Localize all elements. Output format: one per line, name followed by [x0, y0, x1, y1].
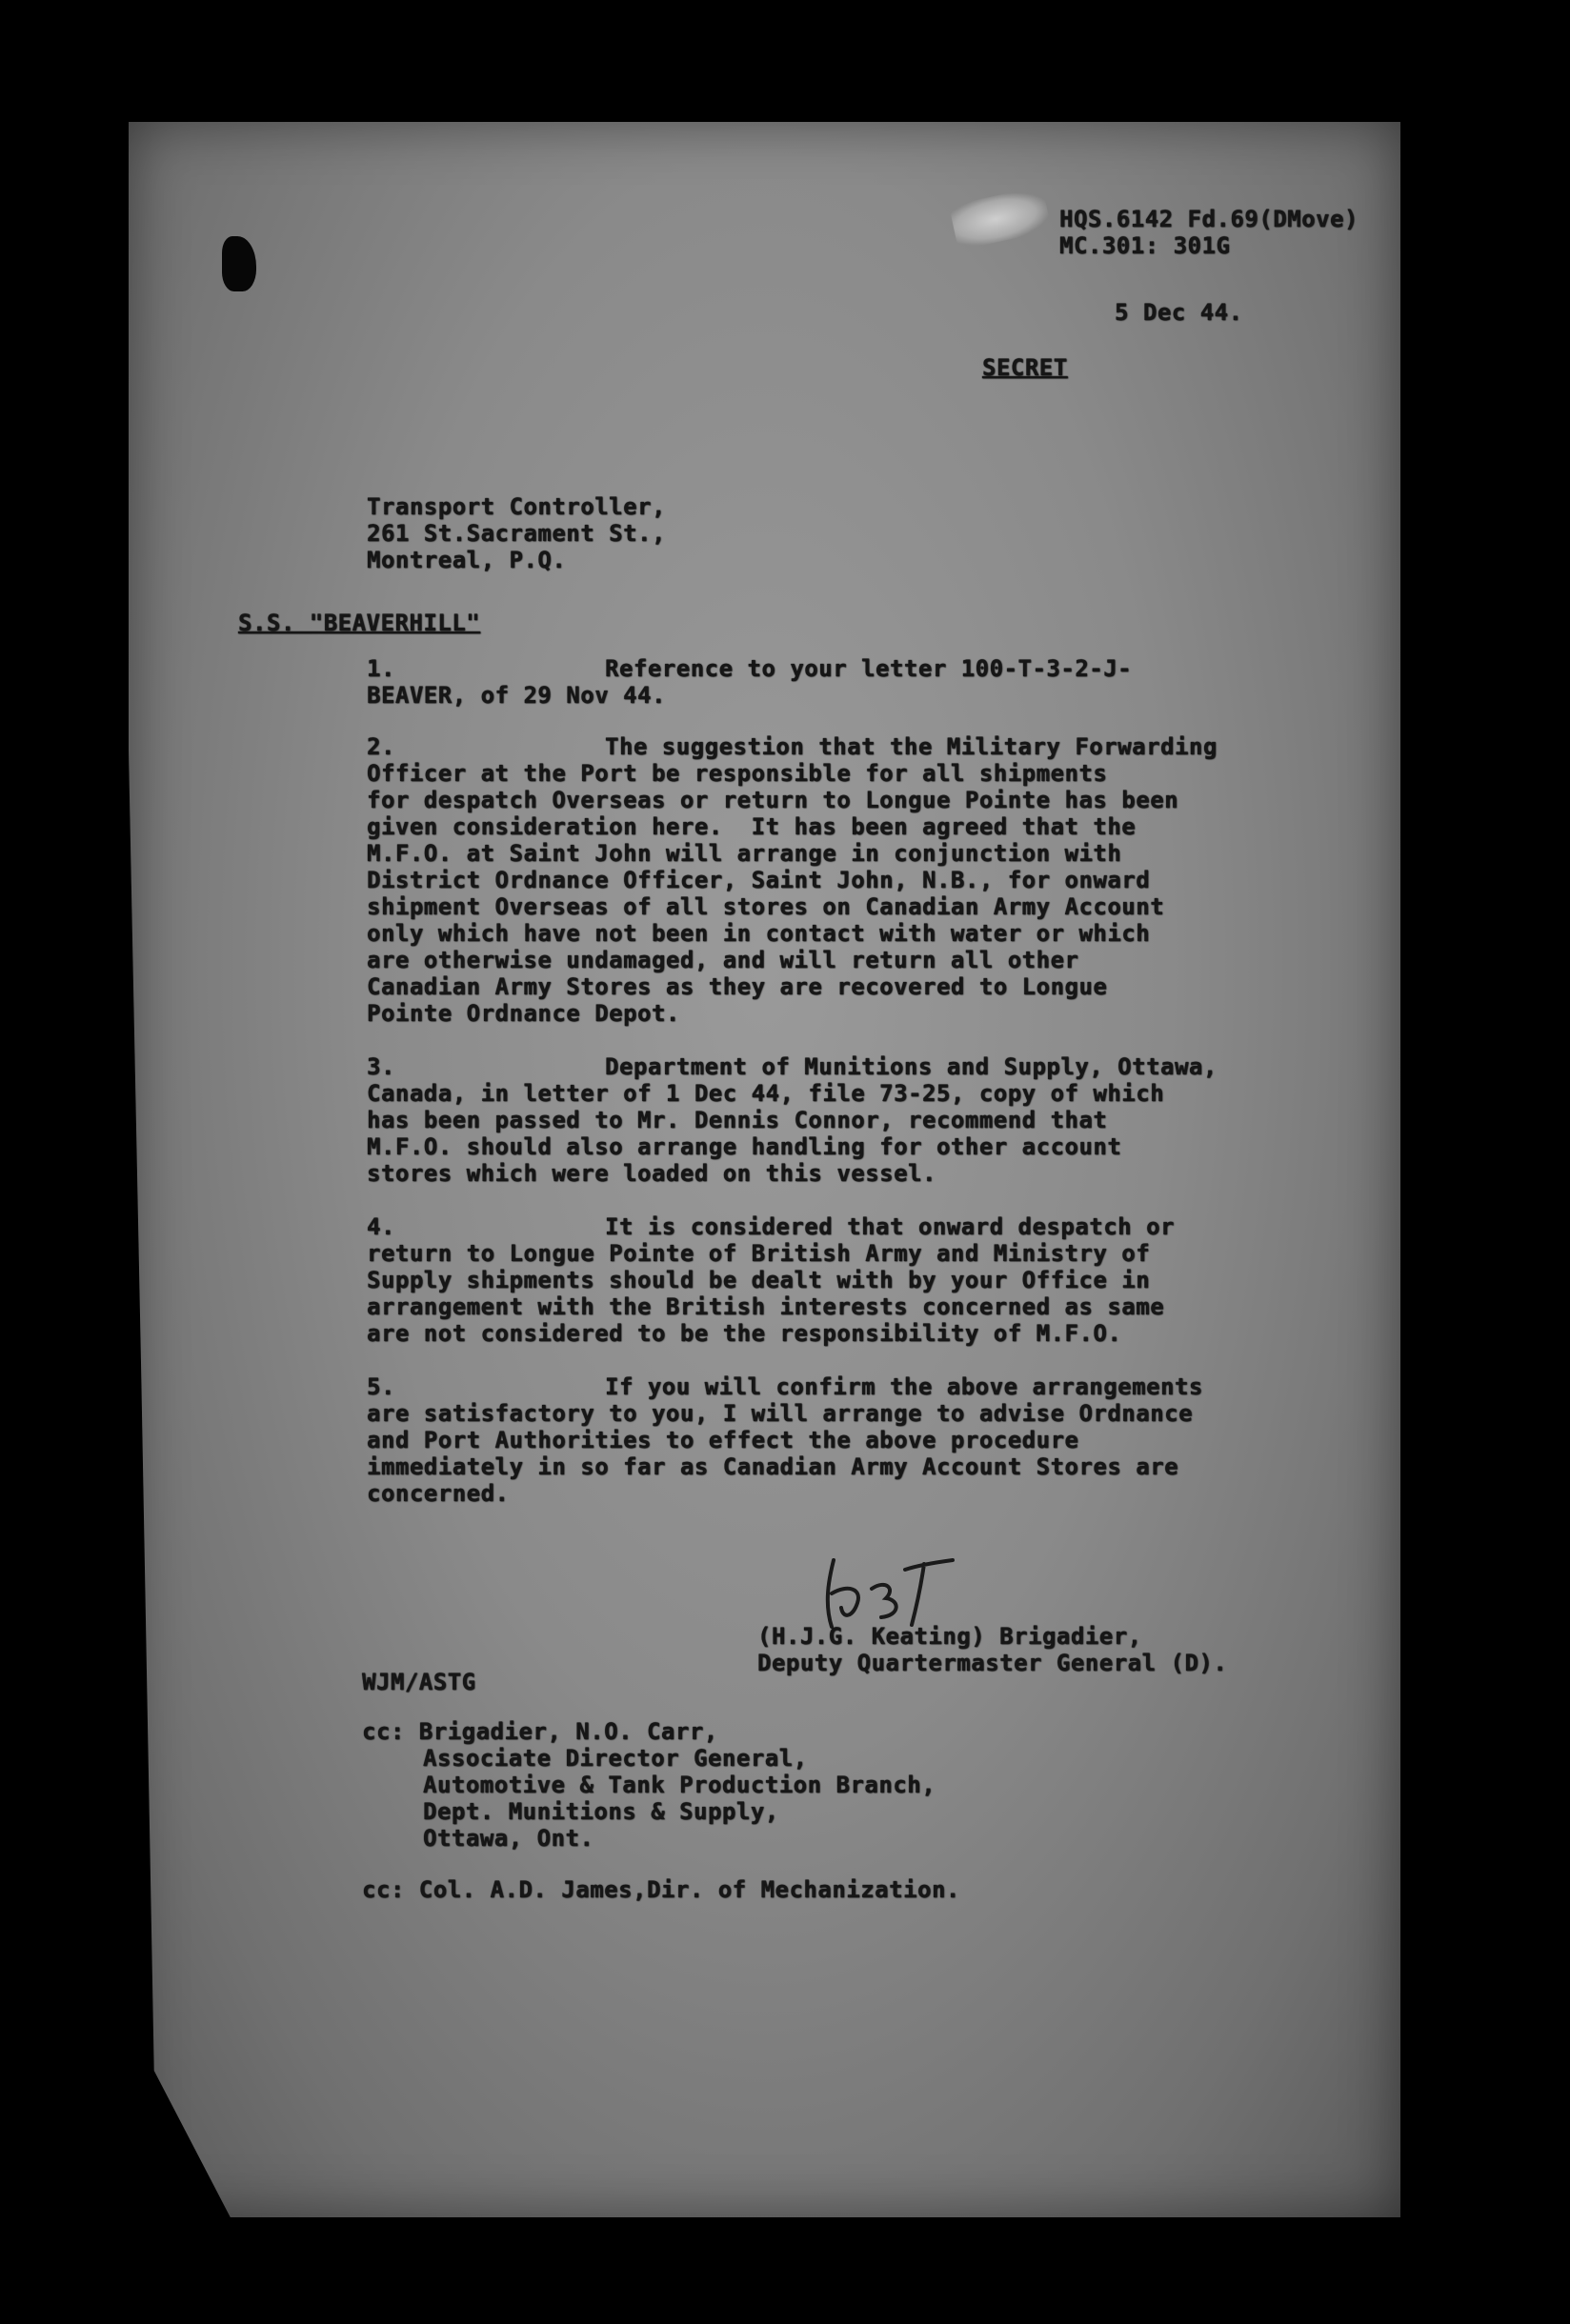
letter-date: 5 Dec 44. [1115, 299, 1243, 326]
cc-line: Dept. Munitions & Supply, [423, 1798, 779, 1825]
cc-line: Automotive & Tank Production Branch, [423, 1772, 936, 1798]
signatory-title: Deputy Quartermaster General (D). [757, 1650, 1228, 1676]
paragraph-number: 1. [367, 655, 395, 682]
paragraph-line: are otherwise undamaged, and will return all other [367, 947, 1079, 973]
paragraph-line: given consideration here. It has been agreed that the [367, 813, 1137, 840]
paragraph-line: Supply shipments should be dealt with by your Office in [367, 1267, 1151, 1293]
signatory-name: (H.J.G. Keating) Brigadier, [757, 1623, 1142, 1650]
paragraph-line: arrangement with the British interests concerned as same [367, 1293, 1165, 1320]
paragraph-number: 4. [367, 1213, 395, 1240]
paragraph-number: 2. [367, 733, 395, 760]
subject-line: S.S. "BEAVERHILL" [238, 610, 481, 636]
paragraph-line: only which have not been in contact with water or which [367, 920, 1151, 947]
paragraph-line: Pointe Ordnance Depot. [367, 1000, 680, 1027]
classification-marking: SECRET [982, 354, 1068, 381]
addressee-line: Montreal, P.Q. [367, 547, 567, 573]
paragraph-line: are not considered to be the responsibility of M.F.O. [367, 1320, 1122, 1347]
paragraph-line: District Ordnance Officer, Saint John, N.B., for onward [367, 867, 1151, 893]
paragraph-number: 3. [367, 1053, 395, 1080]
paragraph-line: return to Longue Pointe of British Army and Ministry of [367, 1240, 1151, 1267]
paragraph-first-line: If you will confirm the above arrangements [605, 1373, 1203, 1400]
file-reference-2: MC.301: 301G [1059, 232, 1231, 259]
paragraph-number: 5. [367, 1373, 395, 1400]
paragraph-line: Officer at the Port be responsible for all shipments [367, 760, 1108, 787]
cc-line: cc: Brigadier, N.O. Carr, [362, 1718, 718, 1745]
paragraph-first-line: Reference to your letter 100-T-3-2-J- [605, 655, 1133, 682]
paragraph-first-line: Department of Munitions and Supply, Ottawa, [605, 1053, 1218, 1080]
paragraph-line: Canada, in letter of 1 Dec 44, file 73-25, copy of which [367, 1080, 1165, 1107]
paragraph-first-line: It is considered that onward despatch or [605, 1213, 1175, 1240]
paragraph-line: has been passed to Mr. Dennis Connor, recommend that [367, 1107, 1108, 1133]
paragraph-line: M.F.O. should also arrange handling for other account [367, 1133, 1122, 1160]
paragraph-line: and Port Authorities to effect the above procedure [367, 1427, 1079, 1453]
paragraph-line: shipment Overseas of all stores on Canadian Army Account [367, 893, 1165, 920]
cc-line: Associate Director General, [423, 1745, 808, 1772]
paragraph-line: Canadian Army Stores as they are recovered to Longue [367, 973, 1108, 1000]
file-reference-1: HQS.6142 Fd.69(DMove) [1059, 206, 1359, 232]
addressee-line: Transport Controller, [367, 493, 666, 520]
paragraph-line: concerned. [367, 1480, 510, 1507]
addressee-line: 261 St.Sacrament St., [367, 520, 666, 547]
cc-line: Ottawa, Ont. [423, 1825, 594, 1852]
paragraph-line: for despatch Overseas or return to Longue Pointe has been [367, 787, 1179, 813]
paragraph-line: BEAVER, of 29 Nov 44. [367, 682, 666, 709]
paragraph-line: immediately in so far as Canadian Army Account Stores are [367, 1453, 1179, 1480]
paragraph-line: are satisfactory to you, I will arrange to advise Ordnance [367, 1400, 1194, 1427]
paragraph-first-line: The suggestion that the Military Forwarding [605, 733, 1218, 760]
paragraph-line: M.F.O. at Saint John will arrange in conjunction with [367, 840, 1122, 867]
paragraph-line: stores which were loaded on this vessel. [367, 1160, 936, 1187]
cc-line: cc: Col. A.D. James,Dir. of Mechanization. [362, 1876, 960, 1903]
typist-initials: WJM/ASTG [362, 1669, 476, 1695]
